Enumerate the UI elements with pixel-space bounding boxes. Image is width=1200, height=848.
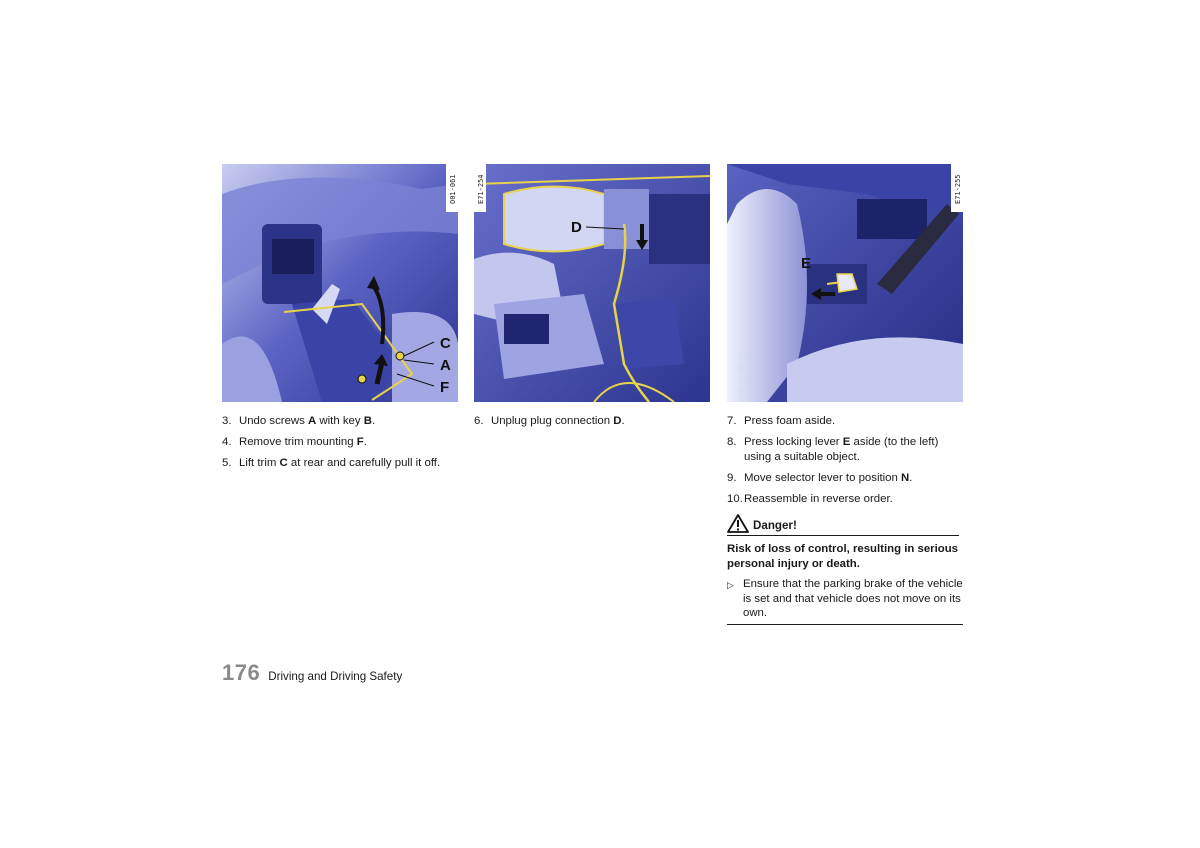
figure-code: E71-254 [477,174,485,204]
callout-c: C [440,335,451,352]
page-footer [222,660,402,686]
figure-code: E71-255 [954,174,962,204]
step-number: 10. [727,492,743,505]
step-10 [727,492,967,507]
step-text: Reassemble in reverse order. [744,492,893,505]
step-8 [727,435,967,464]
step-text: Move selector lever to position N. [744,471,913,484]
step-6 [474,414,714,429]
danger-heading [727,514,959,536]
step-number: 4. [222,436,232,448]
figure-code: O01-061 [449,174,457,204]
section-title: Driving and Driving Safety [268,670,403,683]
step-text: Undo screws A with key B. [239,415,376,427]
callout-a: A [440,357,451,374]
step-number: 7. [727,415,737,427]
gear-letter-d: D [739,388,747,399]
gear-letter-p: P [739,352,746,363]
step-number: 5. [222,457,232,469]
step-text: Press foam aside. [744,415,836,427]
callout-e: E [801,255,812,272]
figure-center-console [222,164,458,402]
bullet-triangle-icon: ▷ [727,580,734,590]
gear-letter-r: R [739,364,747,375]
callout-d: D [571,219,582,236]
step-7 [727,414,967,429]
instructions-column-1 [222,414,462,477]
step-number: 9. [727,471,737,484]
bullet-text: Ensure that the parking brake of the vehicle is set and that vehicle does not move on its own. [743,578,963,619]
figure-locking-lever [727,164,963,402]
step-number: 8. [727,436,737,448]
step-text: Press locking lever E aside (to the left) using a suitable object. [744,436,939,463]
step-number: 3. [222,415,232,427]
step-5 [222,456,462,471]
page-number: 176 [222,660,261,685]
step-9 [727,471,967,486]
step-text: Remove trim mounting F. [239,436,367,448]
danger-title: Danger! [753,518,797,532]
step-text: Unplug plug connection D. [491,415,625,427]
instructions-column-2 [474,414,714,435]
danger-bullet [727,577,963,621]
step-text: Lift trim C at rear and carefully pull it off. [239,457,441,469]
gear-letter-n: N [739,376,747,387]
callout-f: F [440,379,450,396]
danger-end-rule [727,624,963,625]
instructions-column-3 [727,414,967,625]
step-3 [222,414,462,429]
figure-plug-connection [474,164,710,402]
warning-triangle-icon [727,514,749,533]
step-number: 6. [474,415,484,427]
step-4 [222,435,462,450]
danger-text: Risk of loss of control, resulting in serious personal injury or death. [727,543,959,570]
